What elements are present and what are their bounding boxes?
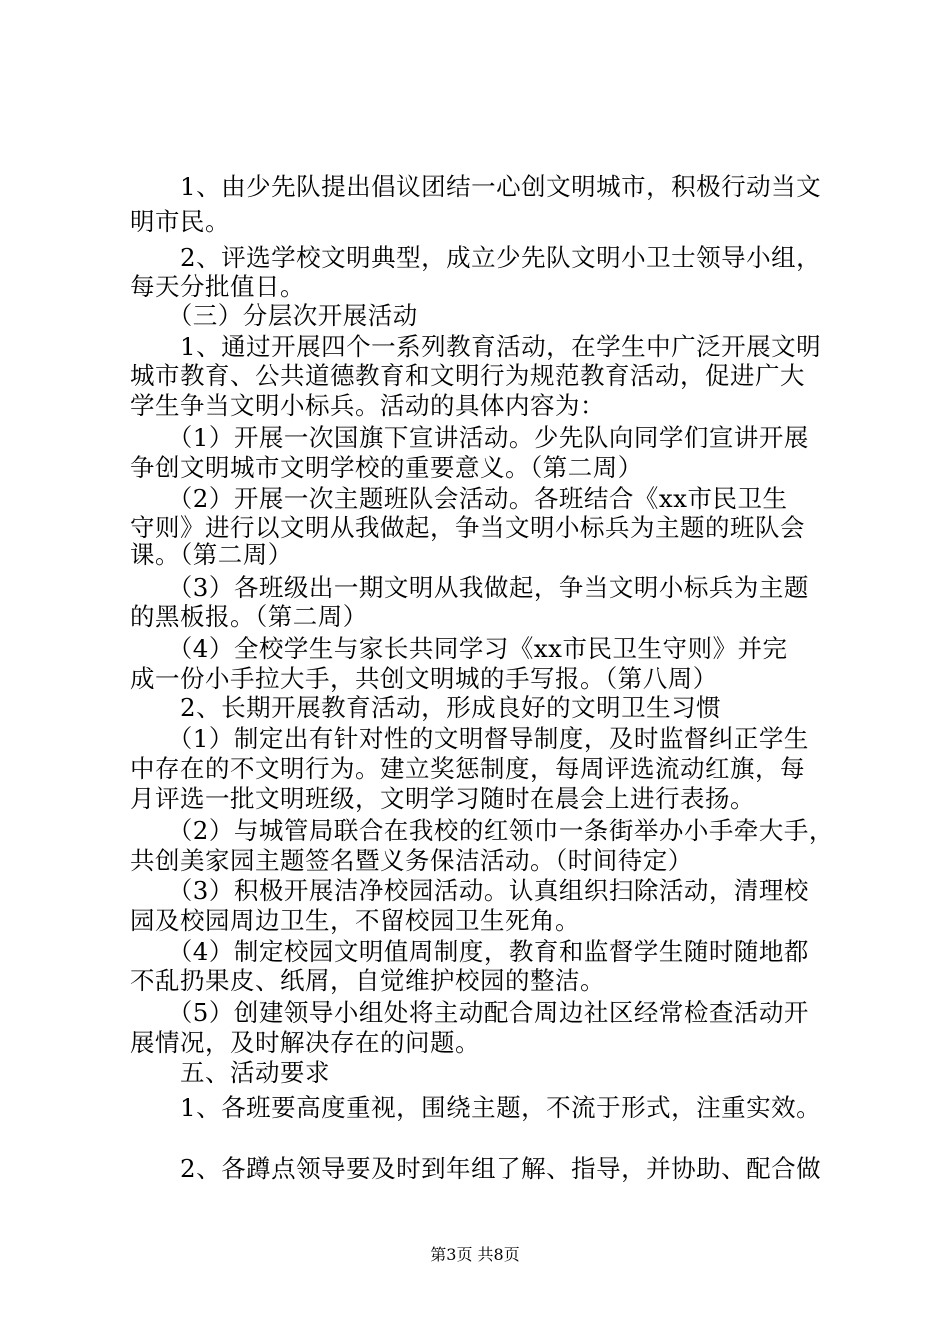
paragraph-line: 城市教育、公共道德教育和文明行为规范教育活动，促进广大 <box>130 361 805 390</box>
paragraph-line: 2、评选学校文明典型，成立少先队文明小卫士领导小组， <box>130 243 822 272</box>
paragraph-line: （1）制定出有针对性的文明督导制度，及时监督纠正学生 <box>130 724 809 753</box>
paragraph-line: 共创美家园主题签名暨义务保洁活动。（时间待定） <box>130 846 693 875</box>
paragraph-line: 争创文明城市文明学校的重要意义。（第二周） <box>130 453 643 482</box>
paragraph-line: 园及校园周边卫生，不留校园卫生死角。 <box>130 906 580 935</box>
paragraph-line: 月评选一批文明班级，文明学习随时在晨会上进行表扬。 <box>130 784 755 813</box>
paragraph-line: 2、各蹲点领导要及时到年组了解、指导，并协助、配合做 <box>130 1154 822 1183</box>
paragraph-line: （5）创建领导小组处将主动配合周边社区经常检查活动开 <box>130 998 809 1027</box>
paragraph-line: 展情况，及时解决存在的问题。 <box>130 1028 480 1057</box>
paragraph-line: （3）积极开展洁净校园活动。认真组织扫除活动，清理校 <box>130 876 809 905</box>
paragraph-line: （2）与城管局联合在我校的红领巾一条街举办小手牵大手， <box>130 816 834 845</box>
paragraph-line: 课。（第二周） <box>130 540 293 569</box>
paragraph-line: 中存在的不文明行为。建立奖惩制度，每周评选流动红旗，每 <box>130 754 805 783</box>
paragraph-line: （1）开展一次国旗下宣讲活动。少先队向同学们宣讲开展 <box>130 423 809 452</box>
paragraph-line: 成一份小手拉大手，共创文明城的手写报。（第八周） <box>130 664 718 693</box>
paragraph-line: 明市民。 <box>130 207 230 236</box>
page-number-footer: 第3页 共8页 <box>430 1245 520 1264</box>
paragraph-line: 1、各班要高度重视，围绕主题，不流于形式，注重实效。 <box>130 1093 822 1122</box>
paragraph-line: 的黑板报。（第二周） <box>130 602 368 631</box>
paragraph-line: 1、由少先队提出倡议团结一心创文明城市，积极行动当文 <box>130 172 822 201</box>
paragraph-line: （2）开展一次主题班队会活动。各班结合《xx市民卫生 <box>130 484 788 513</box>
paragraph-line: 不乱扔果皮、纸屑，自觉维护校园的整洁。 <box>130 966 605 995</box>
paragraph-line: （4）制定校园文明值周制度，教育和监督学生随时随地都 <box>130 937 809 966</box>
paragraph-line: 守则》进行以文明从我做起，争当文明小标兵为主题的班队会 <box>130 513 805 542</box>
section-heading: 五、活动要求 <box>130 1058 330 1087</box>
paragraph-line: 1、通过开展四个一系列教育活动，在学生中广泛开展文明 <box>130 332 822 361</box>
paragraph-line: 每天分批值日。 <box>130 272 305 301</box>
paragraph-line: （4）全校学生与家长共同学习《xx市民卫生守则》并完 <box>130 634 788 663</box>
paragraph-line: （3）各班级出一期文明从我做起，争当文明小标兵为主题 <box>130 573 809 602</box>
paragraph-line: 学生争当文明小标兵。活动的具体内容为： <box>130 391 605 420</box>
paragraph-line: 2、长期开展教育活动，形成良好的文明卫生习惯 <box>130 693 722 722</box>
section-heading: （三）分层次开展活动 <box>130 301 418 330</box>
